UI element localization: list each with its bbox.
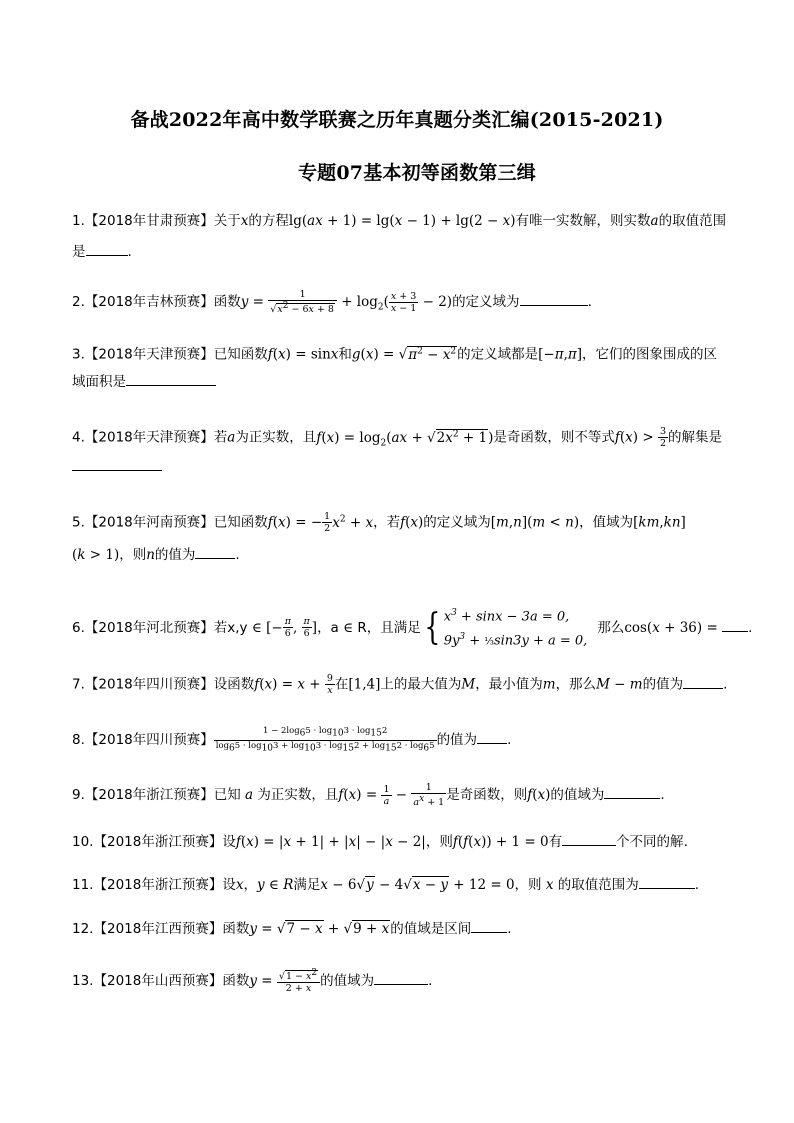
answer-blank[interactable] xyxy=(471,918,507,933)
document-subtitle: 专题07基本初等函数第三缉 xyxy=(297,162,537,184)
answer-blank[interactable] xyxy=(126,371,216,386)
question-1: 1.【2018年甘肃预赛】关于x的方程lg(ax + 1) = lg(x − 1) + lg(2 − x)有唯一实数解，则实数a的取值范围 xyxy=(72,213,727,229)
answer-blank[interactable] xyxy=(72,456,162,471)
question-5: 5.【2018年河南预赛】已知函数f(x) = − $\frac{1}{2}$ $x^2 + x$，若f(x)的定义域为[m,n](m < n)，值域为[km,kn] xyxy=(72,511,686,534)
question-2: 2.【2018年吉林预赛】函数y = $\frac{1}{√x^2 - 6x + 8}$ + $\log_2$( $\frac{x + 3}{x - 1}$ − 2)的定义域为 . xyxy=(72,289,592,316)
question-7: 7.【2018年四川预赛】设函数f(x) = x + $\frac{9}{x}$ 在[1,4]上的最大值为M，最小值为m，那么M − m的值为 . xyxy=(72,673,728,696)
question-5-cont: (k > 1)，则n的值为 . xyxy=(72,544,240,565)
answer-blank[interactable] xyxy=(562,831,616,846)
question-12: 12.【2018年江西预赛】函数y = √7 − x + √9 + x的值域是区间 . xyxy=(72,918,732,939)
answer-blank[interactable] xyxy=(520,291,588,306)
question-9: 9.【2018年浙江预赛】已知 a 为正实数，且f(x) = $\frac{1}{a}$ − $\frac{1}{a^x + 1}$ 是奇函数，则f(x)的值域为 . xyxy=(72,782,665,809)
answer-blank[interactable] xyxy=(86,241,128,256)
question-10: 10.【2018年浙江预赛】设f(x) = |x + 1| + |x| − |x − 2|，则f(f(x)) + 1 = 0有 个不同的解. xyxy=(72,831,732,852)
answer-blank[interactable] xyxy=(604,784,660,799)
answer-blank[interactable] xyxy=(477,729,507,744)
question-13: 13.【2018年山西预赛】函数y = $\frac{√1 - x^2}{2 + x}$ 的值域为 . xyxy=(72,968,433,995)
question-8: 8.【2018年四川预赛】 $\frac{1 - 2\log_65 \cdot \log_{10}3 \cdot \log_{15}2}{\log_65 \cdot \log_{10}3 + \log_{10}3 \cdot \log_{15}2 + \log_{15}2 \cdot \log_65}$ 的值为 . xyxy=(72,726,512,754)
document-title: 备战2022年高中数学联赛之历年真题分类汇编(2015-2021) xyxy=(130,109,664,131)
answer-blank[interactable] xyxy=(195,544,235,559)
question-11: 11.【2018年浙江预赛】设x，y ∈ R满足x − 6√y − 4√x − y + 12 = 0，则 x 的取值范围为 . xyxy=(72,874,732,895)
question-1-cont: 是 . xyxy=(72,241,132,262)
answer-blank[interactable] xyxy=(374,970,428,985)
question-4-cont xyxy=(72,456,162,477)
answer-blank[interactable] xyxy=(683,674,723,689)
question-3: 3.【2018年天津预赛】已知函数f(x) = sinx和$g(x) = √\pi^2 - x^2$的定义域都是[−π,π]，它们的图象围成的区 xyxy=(72,346,718,363)
question-4: 4.【2018年天津预赛】若a为正实数，且$f(x) = \log_2(ax + √2x^2 + 1)$是奇函数，则不等式f(x) > $\frac{3}{2}$ 的解集是 xyxy=(72,426,722,449)
question-3-cont: 域面积是 xyxy=(72,371,216,392)
answer-blank[interactable] xyxy=(722,617,748,632)
answer-blank[interactable] xyxy=(639,874,695,889)
question-6: 6.【2018年河北预赛】若x,y ∈ [− $\frac{\pi}{6}$ , $\frac{\pi}{6}$ ]，a ∈ R，且满足{ $x^3 + \sin x - 3a = 0$, $9y^3$ + ⅓sin3y + a = 0, 那么cos(x + 36) = . xyxy=(72,606,753,649)
